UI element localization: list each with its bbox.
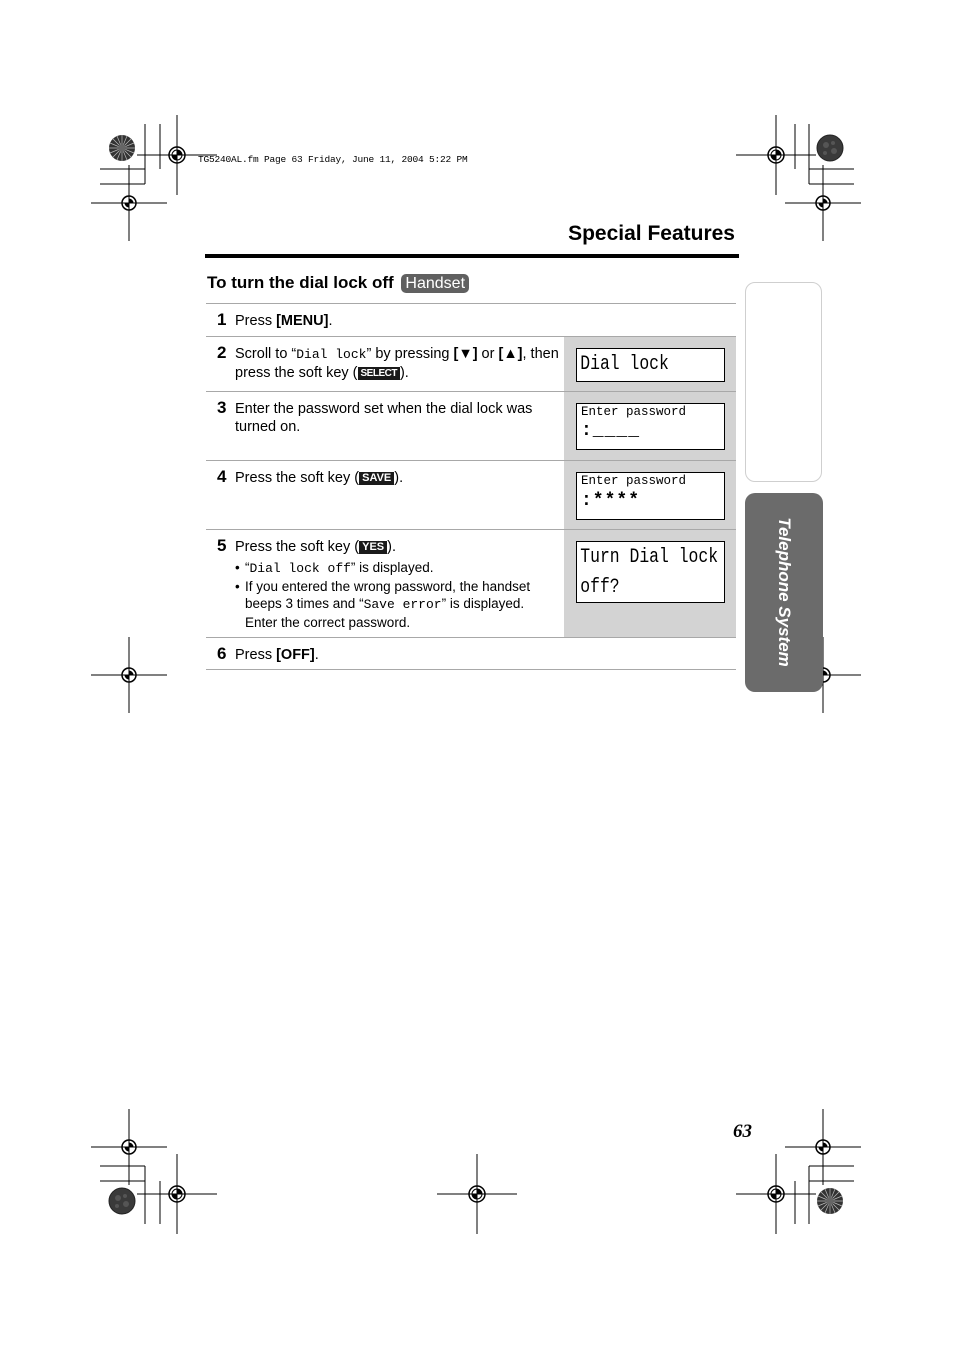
step-number: 6 [217,644,227,663]
step-5 [206,530,736,638]
text: Press the soft key ( [235,470,360,486]
color-wheel-icon [109,1188,135,1214]
text: or [477,346,499,362]
section-title: Special Features [568,222,735,245]
lcd-line: Enter password [581,474,687,488]
lcd-display [576,541,725,603]
color-wheel-icon [817,135,843,161]
file-info: TG5240AL.fm Page 63 Friday, June 11, 2004 5:22 PM [198,154,468,165]
text: “ [245,560,250,575]
text: ” is displayed. [350,560,434,575]
step-number: 5 [217,536,227,555]
text: Press the soft key ( [235,539,360,555]
registration-mark-icon [437,1154,517,1234]
handset-badge: Handset [401,274,469,293]
registration-mark-icon [736,115,816,195]
step-number: 2 [217,343,227,362]
lcd-line: :____ [581,421,641,441]
registration-mark-icon [91,1109,167,1185]
key-label: [OFF] [276,647,315,663]
steps-table [206,303,736,670]
title-rule [205,254,739,258]
page-number: 63 [733,1121,752,1142]
lcd-text: Dial lock off [249,561,351,576]
text: Press [235,647,277,663]
text: If you entered the wrong password, the handset beeps 3 times and “ [245,578,531,611]
display-panel [564,392,736,460]
lcd-display [576,403,725,450]
lcd-text: Save error [363,597,442,612]
step-number: 3 [217,398,227,417]
text: ). [387,539,396,555]
step-number: 1 [217,310,227,329]
text: . [328,313,333,329]
text: Press [235,313,277,329]
lcd-line: Turn Dial lock [580,546,719,569]
soft-key-badge: YES [359,541,387,554]
step-text: Enter the password set when the dial lock was turned on. [235,401,533,435]
registration-mark-icon [785,165,861,241]
bullet-item [235,559,560,578]
registration-mark-icon [91,637,167,713]
text: Scroll to “ [235,346,297,362]
text: ” by pressing [366,346,454,362]
key-label: [▼] [453,346,478,362]
lcd-line: off? [580,576,620,599]
lcd-display [576,348,725,382]
color-wheel-icon [817,1188,843,1214]
text: . [314,647,319,663]
lcd-text: Dial lock [296,347,367,362]
color-wheel-icon [109,135,135,161]
step-2 [206,337,736,392]
step-text [235,345,560,382]
step-6 [206,638,736,670]
display-panel [564,530,736,637]
registration-mark-icon [785,1109,861,1185]
subsection-heading [207,273,469,293]
step-text [235,538,560,631]
step-number: 4 [217,467,227,486]
side-tab-label: Telephone System [775,517,794,667]
display-panel [564,461,736,529]
registration-mark-icon [736,1154,816,1234]
text: ” is displayed. Enter the correct password. [245,596,525,630]
text: ). [399,365,409,381]
text: ). [394,470,404,486]
step-text [235,469,560,487]
side-tab-blank [745,282,822,482]
lcd-display [576,472,725,520]
lcd-line: Enter password [581,405,687,419]
step-1 [206,304,736,337]
key-label: [▲] [498,346,523,362]
soft-key-badge: SAVE [359,472,394,485]
display-panel [564,337,736,391]
side-tab [745,493,823,692]
step-3 [206,392,736,461]
subsection-title: To turn the dial lock off [207,273,394,292]
soft-key-badge: SELECT [358,367,400,380]
lcd-line: Dial lock [580,353,669,376]
registration-mark-icon [91,165,167,241]
step-4 [206,461,736,530]
step-text [235,312,332,330]
lcd-line: :**** [581,491,641,511]
registration-mark-icon [137,1154,217,1234]
bullet-item [235,578,560,632]
text: , then press the soft key ( [235,346,559,381]
key-label: [MENU] [276,313,329,329]
step-text [235,646,319,664]
